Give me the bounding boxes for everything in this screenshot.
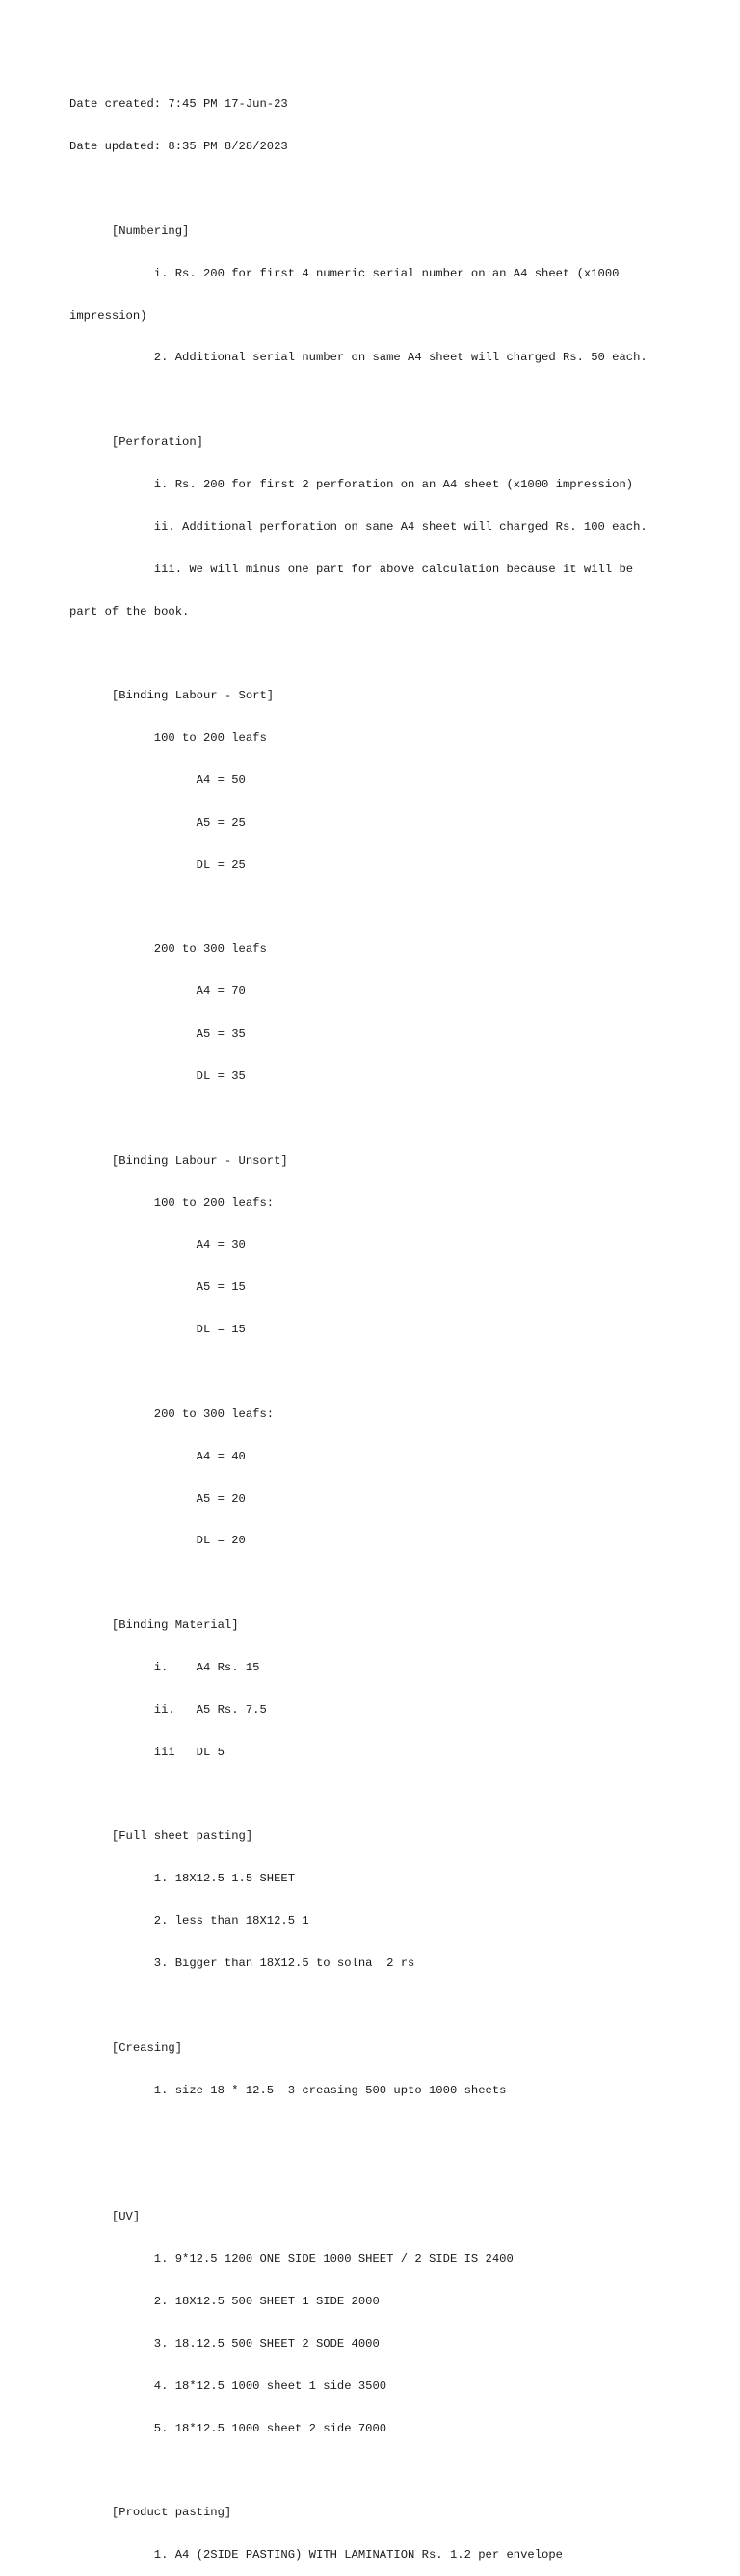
text-line: DL = 20 [69,1534,246,1548]
text-line [69,1999,686,2013]
section-heading: [Perforation] [69,435,203,450]
section-heading: [Binding Labour - Unsort] [69,1153,288,1168]
text-line: 2. 18X12.5 500 SHEET 1 SIDE 2000 [69,2294,380,2308]
text-line: 1. 18X12.5 1.5 SHEET [69,1872,296,1886]
text-line: i. Rs. 200 for first 4 numeric serial number on an A4 sheet (x1000 [69,266,620,280]
section-heading: [Creasing] [69,2040,183,2055]
section-heading: [Full sheet pasting] [69,1829,253,1844]
text-line: 2. less than 18X12.5 1 [69,1914,309,1929]
text-line: 100 to 200 leafs [69,731,267,746]
text-line: 100 to 200 leafs: [69,1196,275,1210]
section-heading: [Product pasting] [69,2506,232,2520]
text-line: Date created: 7:45 PM 17-Jun-23 [69,97,288,112]
text-line: 4. 18*12.5 1000 sheet 1 side 3500 [69,2379,387,2393]
text-line [69,1788,686,1802]
text-line [69,1112,686,1126]
text-line: A5 = 35 [69,1027,246,1041]
text-line: A4 = 50 [69,774,246,787]
text-line: DL = 25 [69,857,246,872]
text-line [69,1365,686,1380]
text-line: A4 = 30 [69,1238,246,1252]
text-line: A5 = 15 [69,1280,246,1295]
text-line: 1. A4 (2SIDE PASTING) WITH LAMINATION Rs. 1.2 per envelope [69,2548,563,2563]
text-line: DL = 35 [69,1069,246,1084]
text-line: 1. 9*12.5 1200 ONE SIDE 1000 SHEET / 2 SIDE IS 2400 [69,2252,514,2267]
text-line: A5 = 25 [69,815,246,829]
text-line: impression) [69,308,147,323]
text-line: 200 to 300 leafs [69,942,267,957]
section-heading: [Numbering] [69,223,190,238]
text-line: ii. Additional perforation on same A4 sheet will charged Rs. 100 each. [69,519,648,534]
text-line: i. Rs. 200 for first 2 perforation on an A4 sheet (x1000 impression) [69,477,634,491]
text-line [69,1576,686,1590]
text-line: A4 = 40 [69,1449,246,1463]
text-line [69,646,686,661]
text-line [69,2126,686,2141]
document-body [69,69,686,2576]
text-line: 2. Additional serial number on same A4 sheet will charged Rs. 50 each. [69,351,648,365]
text-line [69,901,686,915]
text-line [69,182,686,197]
text-line: DL = 15 [69,1323,246,1337]
text-line: 5. 18*12.5 1000 sheet 2 side 7000 [69,2421,387,2435]
text-line: Date updated: 8:35 PM 8/28/2023 [69,140,288,154]
section-heading: [Binding Material] [69,1618,239,1633]
section-heading: [UV] [69,2210,141,2224]
text-line: A4 = 70 [69,985,246,999]
section-heading: [Binding Labour - Sort] [69,689,275,703]
text-line: i. A4 Rs. 15 [69,1661,260,1675]
text-line [69,2168,686,2182]
text-line: iii. We will minus one part for above calculation because it will be [69,562,634,576]
text-line: 1. size 18 * 12.5 3 creasing 500 upto 1000 sheets [69,2083,507,2097]
text-line [69,2463,686,2478]
text-line: 200 to 300 leafs: [69,1406,275,1421]
text-line: 3. Bigger than 18X12.5 to solna 2 rs [69,1957,415,1971]
text-line: ii. A5 Rs. 7.5 [69,1702,267,1717]
text-line: 3. 18.12.5 500 SHEET 2 SODE 4000 [69,2336,380,2351]
text-line: part of the book. [69,604,190,618]
text-line: A5 = 20 [69,1491,246,1506]
text-line: iii DL 5 [69,1745,225,1759]
text-line [69,393,686,407]
